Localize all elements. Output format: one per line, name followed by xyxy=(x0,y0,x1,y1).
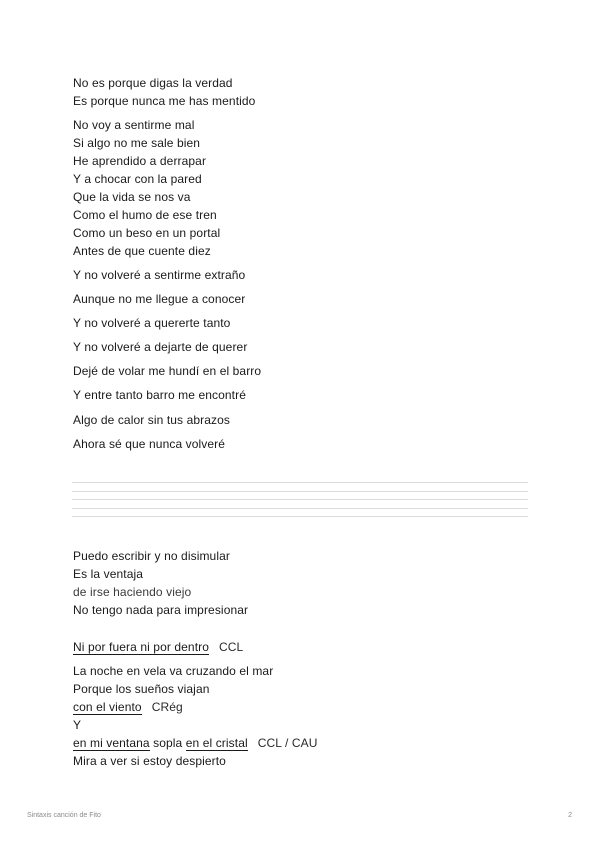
verse-line: Y no volveré a sentirme extraño xyxy=(73,268,246,282)
syntax-tag: CRég xyxy=(151,700,183,714)
rule-divider xyxy=(72,491,528,492)
rule-divider xyxy=(72,499,528,500)
page-number: 2 xyxy=(568,812,572,819)
underlined-phrase: en mi ventana xyxy=(73,736,150,750)
creg-line xyxy=(73,700,183,714)
plain-phrase: sopla xyxy=(149,736,186,750)
verse-line: Si algo no me sale bien xyxy=(73,136,201,150)
rule-divider xyxy=(72,482,528,483)
verse-line: Y entre tanto barro me encontré xyxy=(73,388,246,402)
analysis-line: La noche en vela va cruzando el mar xyxy=(73,664,274,678)
analysis-line: No tengo nada para impresionar xyxy=(73,603,249,617)
verse-line: Y no volveré a dejarte de querer xyxy=(73,340,248,354)
underlined-phrase: con el viento xyxy=(73,700,142,714)
syntax-tag: CCL xyxy=(219,640,244,654)
verse-line: No voy a sentirme mal xyxy=(73,118,195,132)
footer-title: Sintaxis canción de Fito xyxy=(27,812,101,819)
analysis-line: Es la ventaja xyxy=(73,567,144,581)
analysis-line: Porque los sueños viajan xyxy=(73,682,210,696)
verse-line: Aunque no me llegue a conocer xyxy=(73,292,246,306)
verse-line: Algo de calor sin tus abrazos xyxy=(73,413,230,427)
rule-divider xyxy=(72,508,528,509)
verse-line: Dejé de volar me hundí en el barro xyxy=(73,364,262,378)
verse-line: Como el humo de ese tren xyxy=(73,208,217,222)
verse-line: He aprendido a derrapar xyxy=(73,154,207,168)
verse-line: Y no volveré a quererte tanto xyxy=(73,316,231,330)
verse-line: Y a chocar con la pared xyxy=(73,172,202,186)
analysis-line: Mira a ver si estoy despierto xyxy=(73,754,226,768)
verse-line: Como un beso en un portal xyxy=(73,226,221,240)
analysis-line: Puedo escribir y no disimular xyxy=(73,549,230,563)
syntax-tag: CCL / CAU xyxy=(257,736,318,750)
verse-line: No es porque digas la verdad xyxy=(73,76,233,90)
verse-line: Ahora sé que nunca volveré xyxy=(73,437,226,451)
ventana-line xyxy=(73,736,318,750)
analysis-line: de irse haciendo viejo xyxy=(73,585,192,599)
verse-line: Antes de que cuente diez xyxy=(73,244,211,258)
underlined-phrase: Ni por fuera ni por dentro xyxy=(73,640,210,654)
ruled-lines xyxy=(72,482,528,525)
analysis-line: Y xyxy=(73,718,82,732)
rule-divider xyxy=(72,516,528,517)
ccl-line xyxy=(73,640,243,654)
verse-line: Que la vida se nos va xyxy=(73,190,191,204)
underlined-phrase: en el cristal xyxy=(185,736,248,750)
verse-line: Es porque nunca me has mentido xyxy=(73,94,256,108)
